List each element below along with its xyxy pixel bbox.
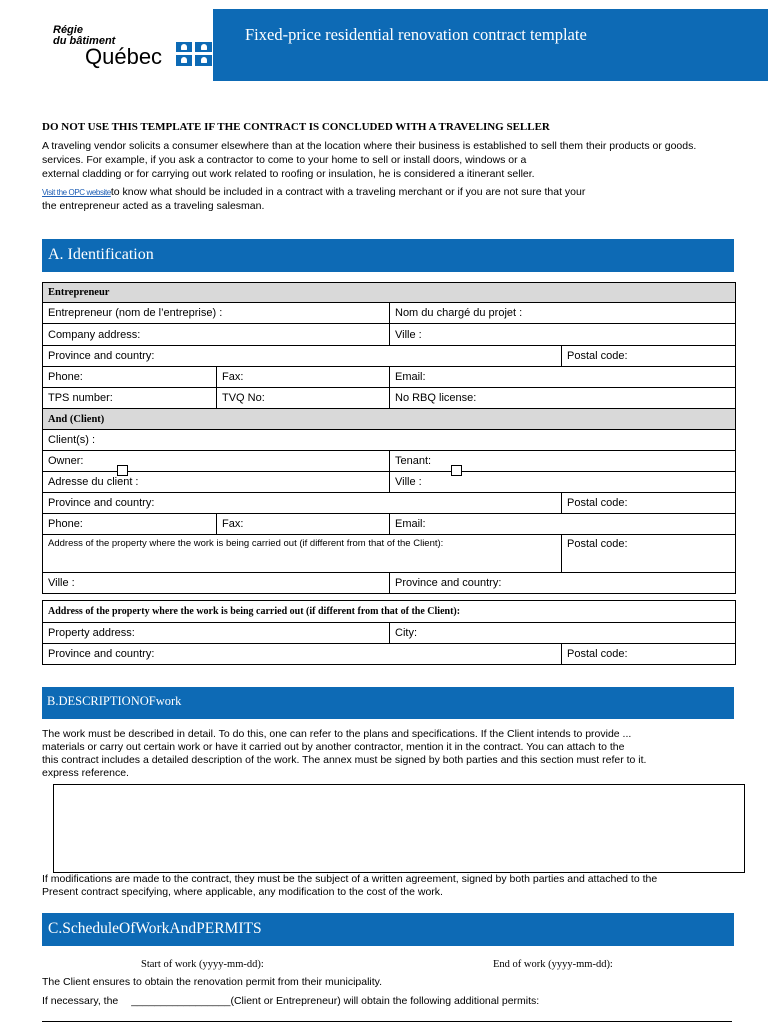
description-line1: The work must be described in detail. To do this, one can refer to the plans and specifications. If the Client intends to provide ...: [42, 728, 632, 740]
client-heading: And (Client): [43, 409, 736, 430]
property-postal-field[interactable]: Postal code:: [562, 644, 736, 665]
page-title: Fixed-price residential renovation contract template: [245, 25, 587, 44]
property-address-table: [42, 600, 736, 665]
tenant-checkbox[interactable]: [451, 465, 462, 476]
company-name-field[interactable]: Entrepreneur (nom de l’entreprise) :: [43, 303, 390, 324]
warning-line4-rest: to know what should be included in a contract with a traveling merchant or if you are not sure that your: [110, 186, 586, 198]
logo-text-line2: du bâtiment: [53, 35, 116, 47]
company-email-field[interactable]: Email:: [390, 367, 736, 388]
description-line3: this contract includes a detailed description of the work. The annex must be signed by both parties and this section must refer to it.: [42, 754, 647, 766]
property-address-field[interactable]: Property address:: [43, 623, 390, 644]
tenant-field: Tenant:: [390, 451, 736, 472]
company-city-field[interactable]: Ville :: [390, 324, 736, 346]
section-b-header: [42, 687, 734, 719]
tvq-field[interactable]: TVQ No:: [217, 388, 390, 409]
title-banner: [213, 9, 768, 81]
warning-line4: [42, 186, 585, 200]
client-email-field[interactable]: Email:: [390, 514, 736, 535]
section-a-title: A. Identification: [48, 246, 154, 263]
company-province-field[interactable]: Province and country:: [43, 346, 562, 367]
company-address-field[interactable]: Company address:: [43, 324, 390, 346]
permit-party-blank[interactable]: _________________: [131, 995, 231, 1007]
project-manager-field[interactable]: Nom du chargé du projet :: [390, 303, 736, 324]
company-fax-field[interactable]: Fax:: [217, 367, 390, 388]
permits-line-divider: [42, 1021, 732, 1022]
modification-line1: If modifications are made to the contract, they must be the subject of a written agreement, signed by both parties and attached to the: [42, 873, 658, 885]
section-c-title: C.ScheduleOfWorkAndPERMITS: [48, 920, 262, 937]
opc-website-link[interactable]: Visit the OPC website: [42, 188, 111, 197]
work-province-field[interactable]: Province and country:: [390, 573, 736, 594]
permit-rest-text: (Client or Entrepreneur) will obtain the following additional permits:: [230, 995, 540, 1007]
client-address-field[interactable]: Adresse du client :: [43, 472, 390, 493]
company-phone-field[interactable]: Phone:: [43, 367, 217, 388]
work-city-field[interactable]: Ville :: [43, 573, 390, 594]
client-fax-field[interactable]: Fax:: [217, 514, 390, 535]
work-description-textarea[interactable]: [53, 784, 745, 873]
description-line2: materials or carry out certain work or have it carried out by another contractor, mention it in the contract. You can attach to the: [42, 741, 625, 753]
description-line4: express reference.: [42, 767, 129, 779]
logo-text-line1: Régie: [53, 24, 83, 36]
additional-permits-line: [42, 995, 539, 1009]
property-heading: Address of the property where the work is being carried out (if different from that of the Client):: [43, 601, 736, 623]
property-province-field[interactable]: Province and country:: [43, 644, 562, 665]
logo-name: Québec: [85, 44, 163, 69]
client-city-field[interactable]: Ville :: [390, 472, 736, 493]
company-postal-field[interactable]: Postal code:: [562, 346, 736, 367]
owner-field: Owner:: [43, 451, 390, 472]
tps-field[interactable]: TPS number:: [43, 388, 217, 409]
client-postal-field[interactable]: Postal code:: [562, 493, 736, 514]
clients-field[interactable]: Client(s) :: [43, 430, 736, 451]
end-of-work-label: End of work (yyyy-mm-dd):: [493, 959, 613, 970]
warning-line1: A traveling vendor solicits a consumer elsewhere than at the location where their business is established to sell them their products or goods.: [42, 140, 697, 152]
rbq-field[interactable]: No RBQ license:: [390, 388, 736, 409]
work-postal-field[interactable]: Postal code:: [562, 535, 736, 573]
client-phone-field[interactable]: Phone:: [43, 514, 217, 535]
section-c-header: [42, 913, 734, 946]
warning-heading: DO NOT USE THIS TEMPLATE IF THE CONTRACT IS CONCLUDED WITH A TRAVELING SELLER: [42, 121, 550, 133]
entrepreneur-heading: Entrepreneur: [43, 283, 736, 303]
warning-line2: services. For example, if you ask a contractor to come to your home to sell or install doors, windows or a: [42, 154, 527, 166]
quebec-flag-icon: [176, 42, 212, 66]
client-province-field[interactable]: Province and country:: [43, 493, 562, 514]
work-address-field[interactable]: Address of the property where the work is being carried out (if different from that of the Client):: [43, 535, 562, 573]
owner-checkbox[interactable]: [117, 465, 128, 476]
warning-line3: external cladding or for carrying out work related to roofing or insulation, he is considered a itinerant seller.: [42, 168, 535, 180]
section-b-title: B.DESCRIPTIONOFwork: [47, 694, 182, 708]
property-city-field[interactable]: City:: [390, 623, 736, 644]
identification-table: [42, 282, 736, 594]
permit-if-text: If necessary, the: [42, 995, 119, 1007]
start-of-work-label: Start of work (yyyy-mm-dd):: [141, 959, 264, 970]
permit-line: The Client ensures to obtain the renovation permit from their municipality.: [42, 976, 383, 988]
section-a-header: [42, 239, 734, 272]
warning-line5: the entrepreneur acted as a traveling salesman.: [42, 200, 265, 212]
modification-line2: Present contract specifying, where applicable, any modification to the cost of the work.: [42, 886, 443, 898]
